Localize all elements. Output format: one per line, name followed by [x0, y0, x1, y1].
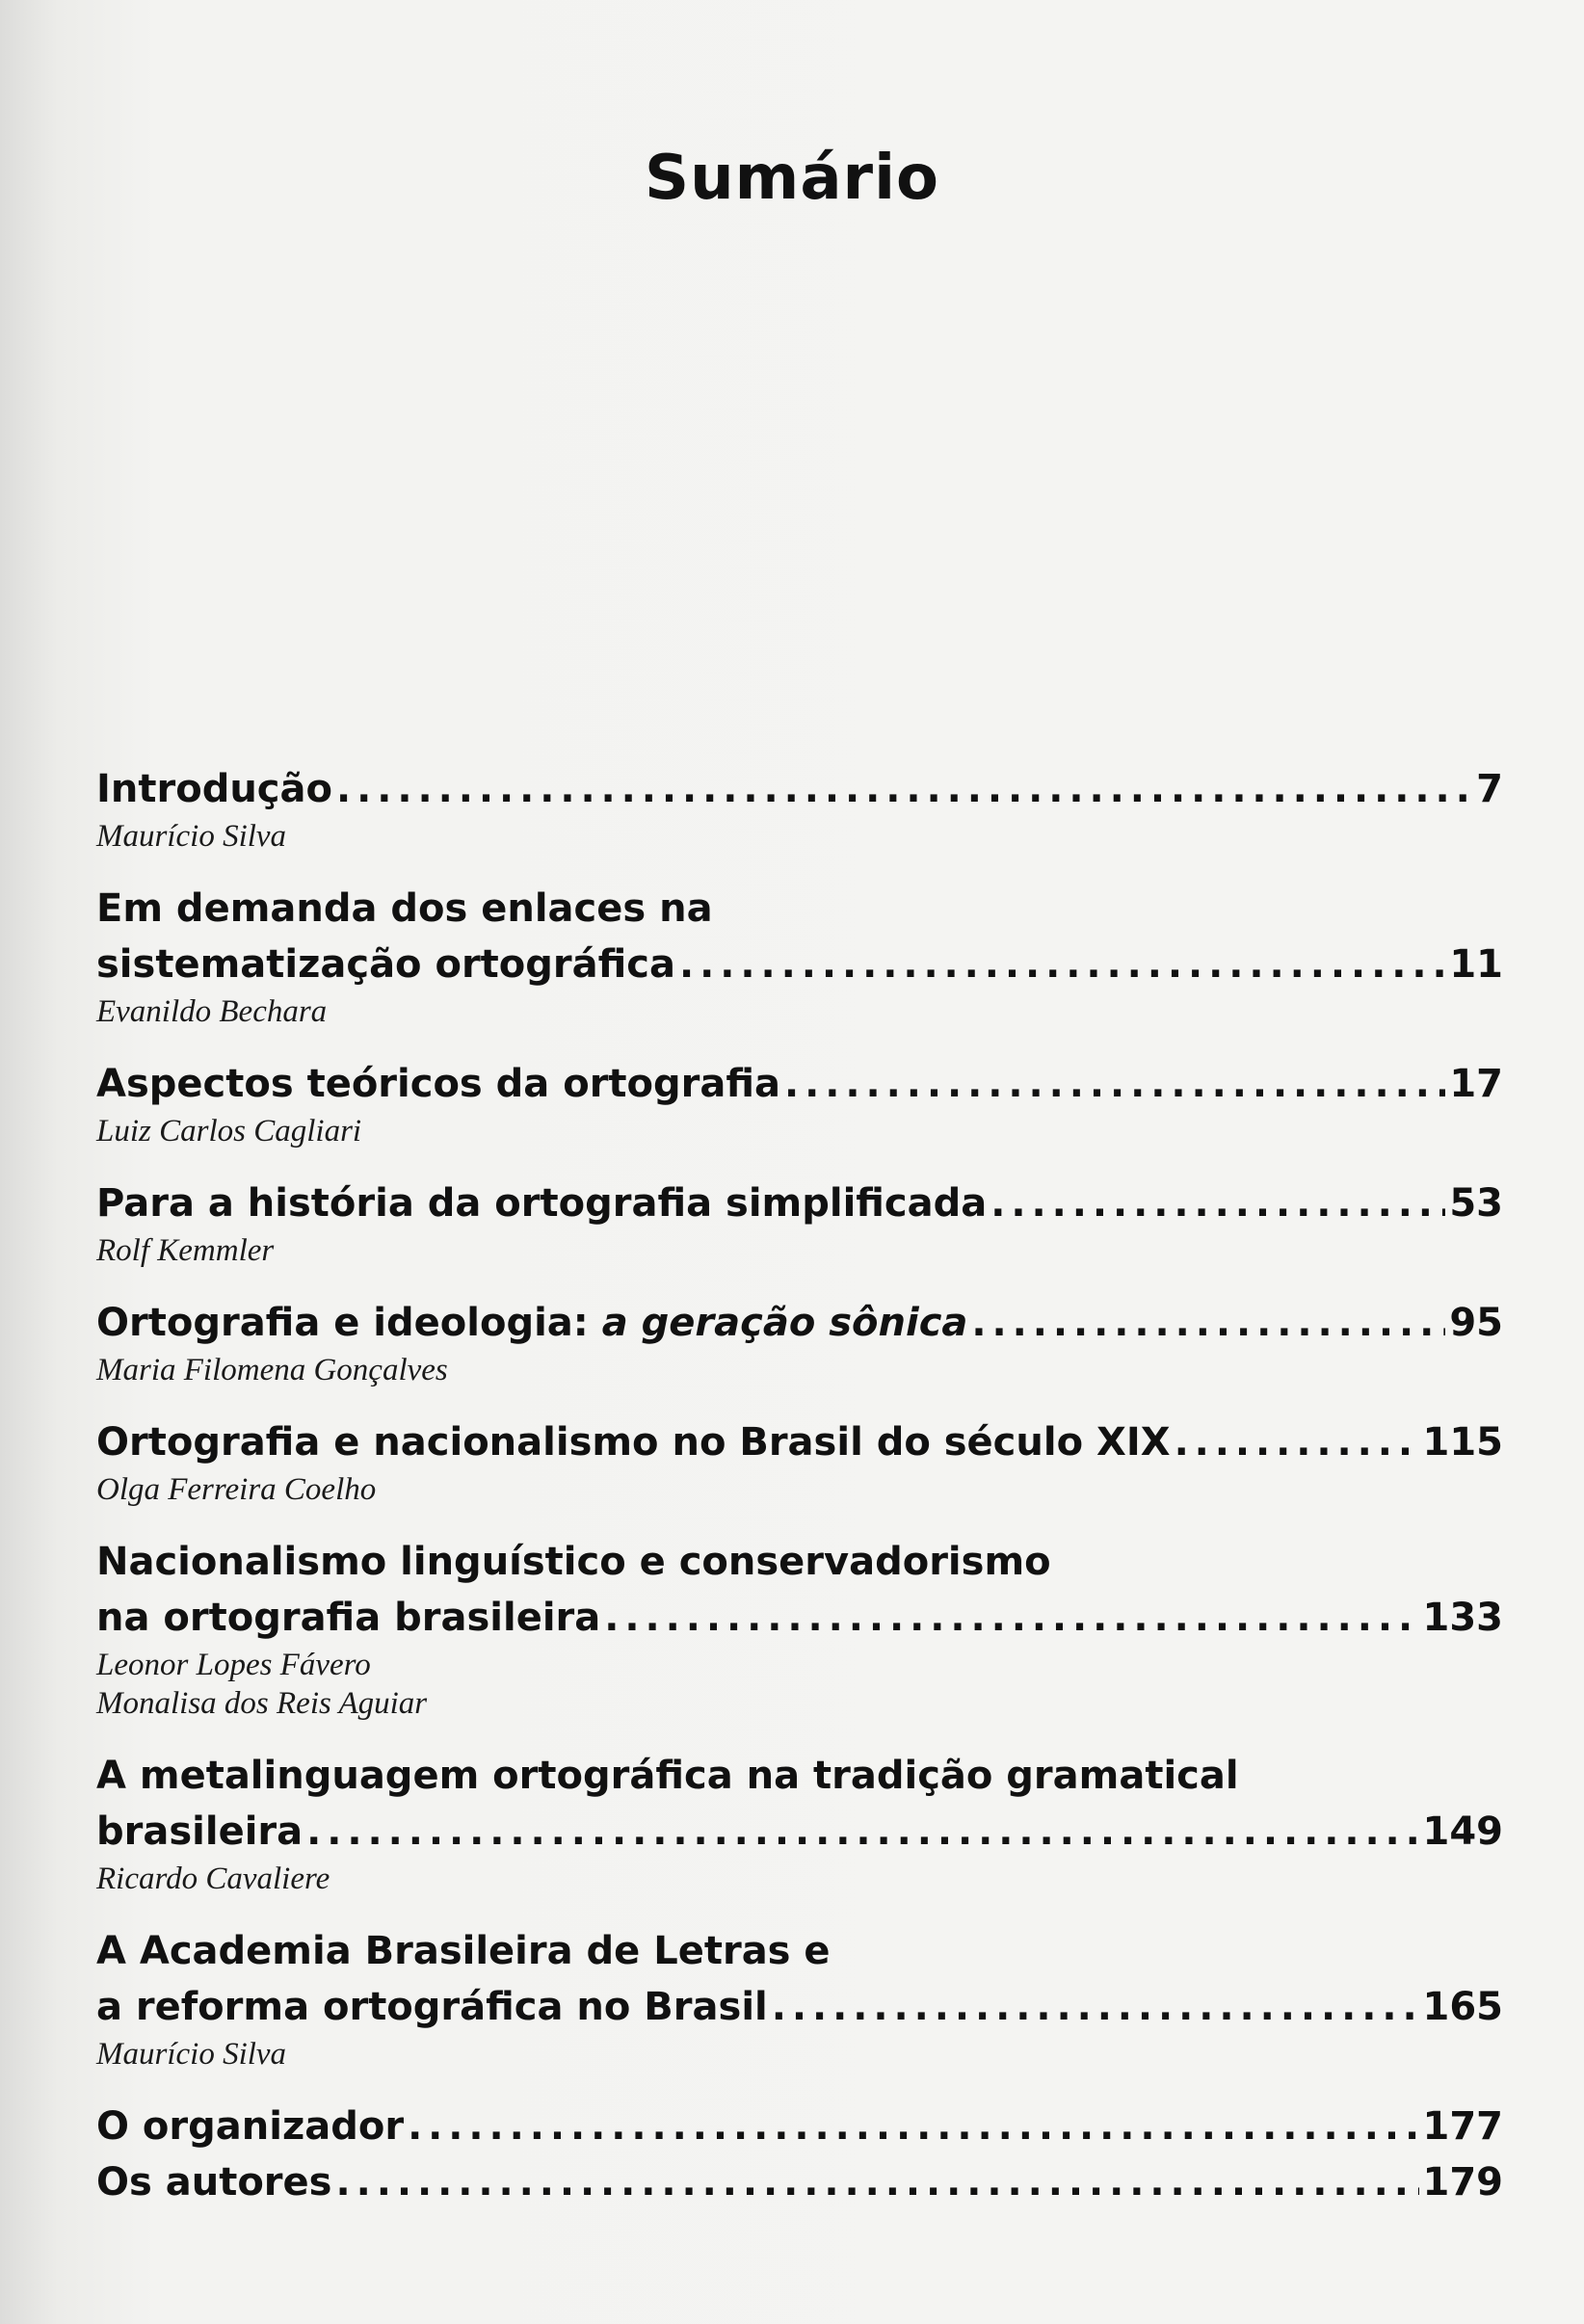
- toc-entry-title: [96, 1590, 600, 1646]
- toc-entry-author: Maurício Silva: [96, 819, 287, 854]
- toc-entry[interactable]: [96, 2099, 1503, 2154]
- dot-leader: [772, 1979, 1419, 2035]
- toc-entry-title-text: Aspectos teóricos da ortografia: [96, 1062, 781, 1106]
- toc-entry-title: [96, 1175, 987, 1231]
- page-title: Sumário: [645, 143, 939, 214]
- dot-leader: [784, 1056, 1445, 1112]
- toc-entry-title-line1: Em demanda dos enlaces na: [96, 886, 713, 931]
- toc-entry-title: [96, 2099, 404, 2154]
- toc-entry[interactable]: [96, 1056, 1503, 1150]
- dot-leader: [306, 1804, 1418, 1860]
- toc-entry-title-text: na ortografia brasileira: [96, 1596, 601, 1640]
- toc-entry-title-text: O organizador: [96, 2104, 405, 2149]
- toc-entry-authors: [96, 2035, 1503, 2073]
- toc-entry-author: Maria Filomena Gonçalves: [96, 1353, 448, 1387]
- dot-leader: [408, 2099, 1418, 2154]
- toc-entry[interactable]: [96, 881, 1503, 1031]
- toc-entry-author: Leonor Lopes Fávero: [96, 1648, 371, 1682]
- dot-leader: [971, 1295, 1445, 1351]
- dot-leader: [1175, 1414, 1419, 1470]
- toc-entry-page: 165: [1422, 1985, 1503, 2029]
- toc-entry-title-text: Para a história da ortografia simplificada: [96, 1181, 988, 1226]
- table-of-contents: [96, 761, 1503, 2210]
- toc-entry-authors: [96, 1470, 1503, 1509]
- toc-entry-title-italic: a geração sônica: [601, 1301, 968, 1345]
- toc-entry-authors: [96, 1860, 1503, 1898]
- toc-entry-title: [96, 2154, 331, 2210]
- toc-entry-title-text: Ortografia e nacionalismo no Brasil do século XIX: [96, 1420, 1171, 1465]
- toc-entry-author: Luiz Carlos Cagliari: [96, 1114, 362, 1149]
- toc-entry-page: 53: [1449, 1181, 1503, 1226]
- toc-entry[interactable]: [96, 1295, 1503, 1389]
- toc-entry-authors: [96, 1351, 1503, 1389]
- toc-entry-authors: [96, 817, 1503, 856]
- toc-entry-title: [96, 761, 332, 817]
- toc-entry-page: 11: [1449, 942, 1503, 987]
- dot-leader: [990, 1175, 1445, 1231]
- dot-leader: [336, 761, 1472, 817]
- toc-entry[interactable]: [96, 1534, 1503, 1723]
- toc-entry-title-text: sistematização ortográfica: [96, 942, 675, 987]
- toc-entry[interactable]: [96, 1175, 1503, 1270]
- toc-entry-title-line1: A Academia Brasileira de Letras e: [96, 1929, 831, 1973]
- toc-entry-page: 149: [1422, 1809, 1503, 1854]
- toc-entry-author: Olga Ferreira Coelho: [96, 1472, 377, 1507]
- toc-entry-title-line1: A metalinguagem ortográfica na tradição gramatical: [96, 1754, 1239, 1798]
- toc-entry-author: Evanildo Bechara: [96, 994, 328, 1029]
- toc-entry-authors: [96, 1646, 1503, 1723]
- toc-entry-authors: [96, 1112, 1503, 1150]
- toc-entry-authors: [96, 1231, 1503, 1270]
- toc-entry-author: Maurício Silva: [96, 2037, 287, 2072]
- toc-entry-title: [96, 1804, 303, 1860]
- dot-leader: [604, 1590, 1418, 1646]
- toc-entry-page: 17: [1449, 1062, 1503, 1106]
- toc-entry-title: [96, 937, 675, 992]
- toc-entry-title-text: brasileira: [96, 1809, 304, 1854]
- toc-entry[interactable]: [96, 1748, 1503, 1898]
- toc-entry-title: [96, 1056, 780, 1112]
- toc-entry-authors: [96, 992, 1503, 1031]
- toc-entry-title-text: Os autores: [96, 2160, 332, 2205]
- toc-entry-title: [96, 1414, 1171, 1470]
- toc-entry-page: 95: [1449, 1301, 1503, 1345]
- toc-entry-title: [96, 1979, 768, 2035]
- toc-entry[interactable]: [96, 1923, 1503, 2073]
- toc-entry-page: 179: [1422, 2160, 1503, 2205]
- toc-entry-title-text: Ortografia e ideologia:: [96, 1301, 602, 1345]
- toc-entry-page: 177: [1422, 2104, 1503, 2149]
- toc-entry-page: 115: [1422, 1420, 1503, 1465]
- dot-leader: [335, 2154, 1418, 2210]
- toc-entry-title-text: a reforma ortográfica no Brasil: [96, 1985, 768, 2029]
- dot-leader: [679, 937, 1445, 992]
- toc-entry-title-line1: Nacionalismo linguístico e conservadorismo: [96, 1540, 1051, 1584]
- toc-entry[interactable]: [96, 1414, 1503, 1509]
- toc-entry-author: Monalisa dos Reis Aguiar: [96, 1686, 428, 1721]
- toc-entry[interactable]: [96, 2154, 1503, 2210]
- toc-entry-page: 133: [1422, 1596, 1503, 1640]
- toc-entry-author: Ricardo Cavaliere: [96, 1862, 330, 1896]
- toc-entry-title: [96, 1295, 967, 1351]
- toc-entry-page: 7: [1476, 767, 1503, 811]
- toc-entry-title-text: Introdução: [96, 767, 332, 811]
- toc-entry-author: Rolf Kemmler: [96, 1233, 275, 1268]
- toc-entry[interactable]: [96, 761, 1503, 856]
